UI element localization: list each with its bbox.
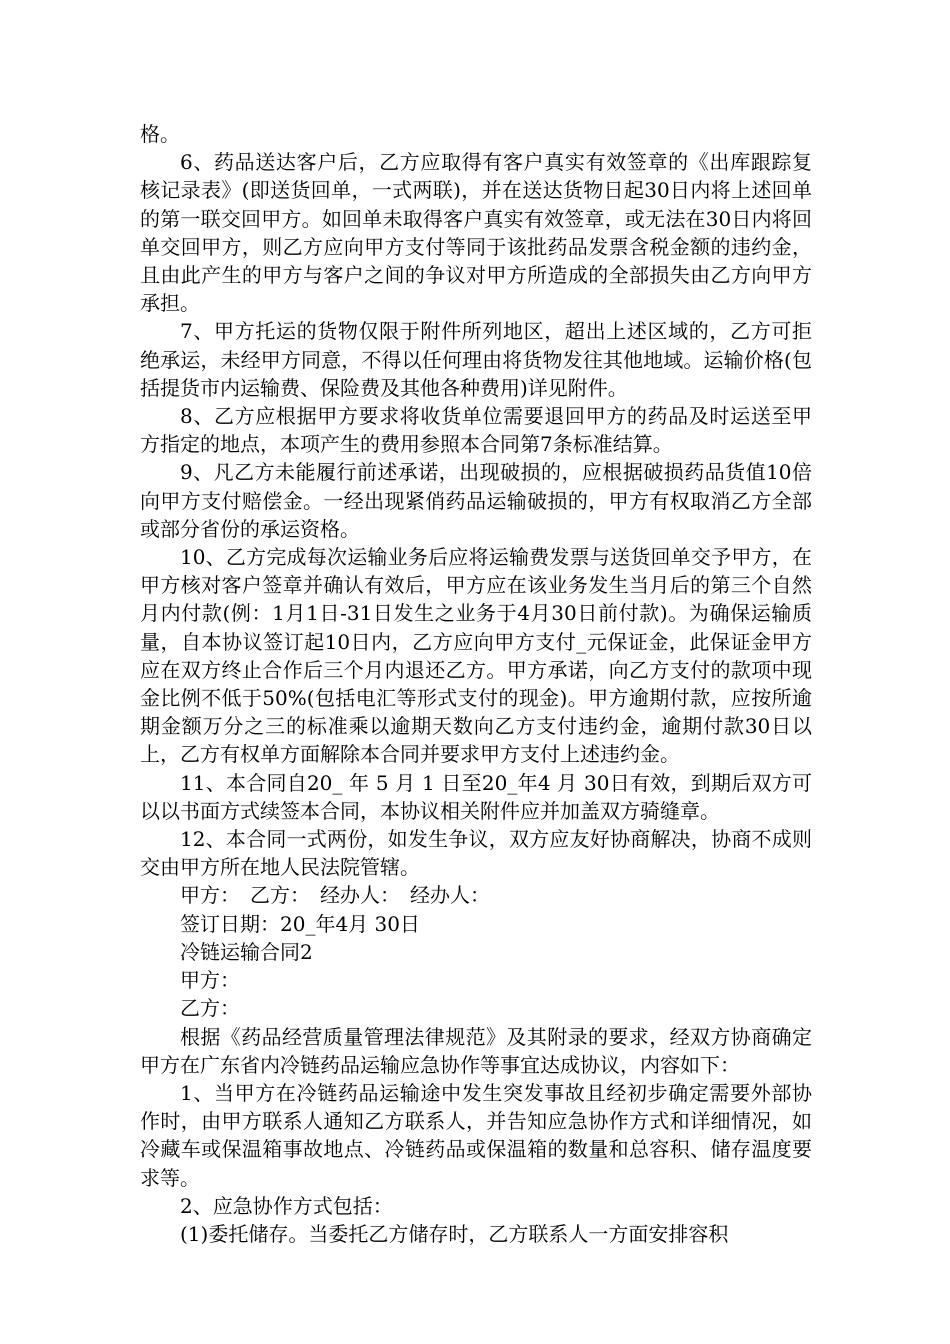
signature-agent-b: 经办人： [410, 883, 490, 908]
contract-2-title: 冷链运输合同2 [180, 939, 313, 964]
paragraph-clause-12: 12、本合同一式两份，如发生争议，双方应友好协商解决，协商不成则交由甲方所在地人民法院管辖。 [140, 827, 812, 880]
signature-party-b: 乙方： [250, 883, 310, 908]
paragraph-preamble: 根据《药品经营质量管理法律规范》及其附录的要求，经双方协商确定甲方在广东省内冷链药品运输应急协作等事宜达成协议，内容如下： [140, 1024, 812, 1077]
paragraph-clause-7: 7、甲方托运的货物仅限于附件所列地区，超出上述区域的，乙方可拒绝承运，未经甲方同意，不得以任何理由将货物发往其他地域。运输价格(包括提货市内运输费、保险费及其他各种费用)详见附件。 [140, 319, 812, 400]
paragraph-item-2-1: (1)委托储存。当委托乙方储存时，乙方联系人一方面安排容积 [180, 1221, 729, 1246]
paragraph-clause-6: 6、药品送达客户后，乙方应取得有客户真实有效签章的《出库跟踪复核记录表》(即送货回单，一式两联)，并在送达货物日起30日内将上述回单的第一联交回甲方。如回单未取得客户真实有效签章，或无法在30日内将回单交回甲方，则乙方应向甲方支付等同于该批药品发票含税金额的违约金，且由此产生的甲方与客户之间的争议对甲方所造成的全部损失由乙方向甲方承担。 [140, 150, 812, 316]
paragraph-item-1: 1、当甲方在冷链药品运输途中发生突发事故且经初步确定需要外部协作时，由甲方联系人通知乙方联系人，并告知应急协作方式和详细情况，如冷藏车或保温箱事故地点、冷链药品或保温箱的数量和总容积、储存温度要求等。 [140, 1080, 812, 1190]
signature-row [140, 881, 812, 909]
document-page [140, 120, 812, 1248]
party-b-label: 乙方： [180, 996, 240, 1021]
signature-party-a: 甲方： [180, 883, 240, 908]
sign-date: 签订日期：20_年4月 30日 [180, 911, 420, 936]
paragraph-clause-10: 10、乙方完成每次运输业务后应将运输费发票与送货回单交予甲方，在甲方核对客户签章并确认有效后，甲方应在该业务发生当月后的第三个自然月内付款(例：1月1日-31日发生之业务于4月30日前付款)。为确保运输质量，自本协议签订起10日内，乙方应向甲方支付_元保证金，此保证金甲方应在双方终止合作后三个月内退还乙方。甲方承诺，向乙方支付的款项中现金比例不低于50%(包括电汇等形式支付的现金)。甲方逾期付款，应按所逾期金额万分之三的标准乘以逾期天数向乙方支付违约金，逾期付款30日以上，乙方有权单方面解除本合同并要求甲方支付上述违约金。 [140, 545, 812, 767]
signature-agent-a: 经办人： [320, 883, 400, 908]
party-a-label: 甲方： [180, 968, 240, 993]
paragraph-clause-9: 9、凡乙方未能履行前述承诺，出现破损的，应根据破损药品货值10倍向甲方支付赔偿金。一经出现紧俏药品运输破损的，甲方有权取消乙方全部或部分省份的承运资格。 [140, 460, 812, 541]
paragraph-continuation: 格。 [140, 122, 180, 146]
paragraph-item-2: 2、应急协作方式包括： [180, 1193, 393, 1218]
paragraph-clause-8: 8、乙方应根据甲方要求将收货单位需要退回甲方的药品及时运送至甲方指定的地点，本项产生的费用参照本合同第7条标准结算。 [140, 404, 812, 457]
paragraph-clause-11: 11、本合同自20_ 年 5 月 1 日至20_年4 月 30日有效，到期后双方可以以书面方式续签本合同，本协议相关附件应并加盖双方骑缝章。 [140, 770, 812, 823]
